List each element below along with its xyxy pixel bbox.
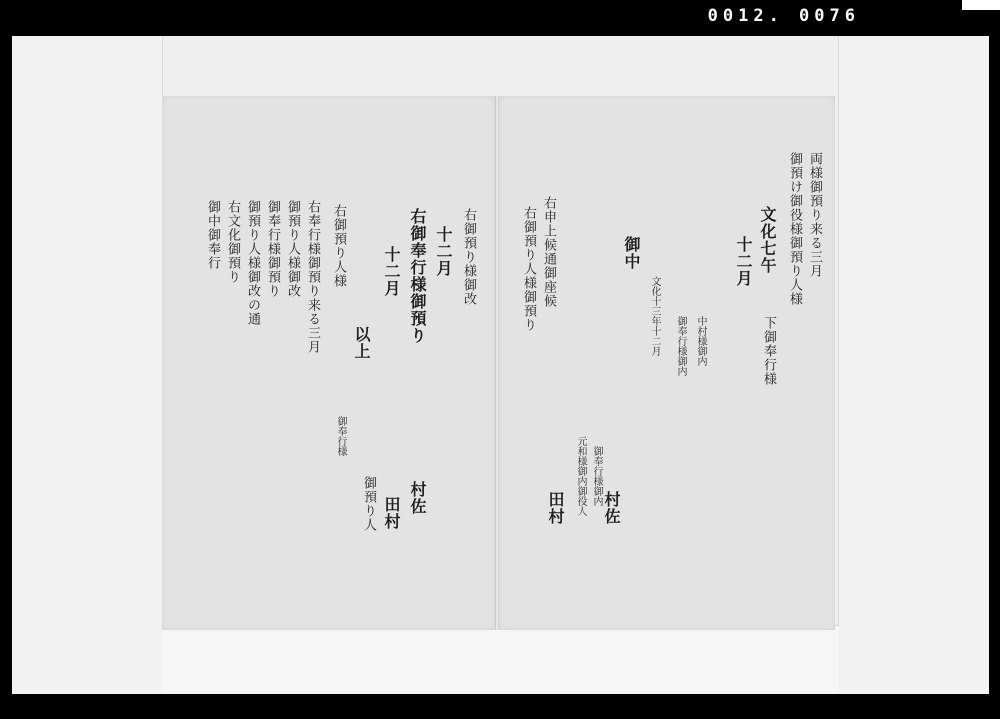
manuscript-column: 十二月 (734, 236, 753, 287)
manuscript-column: 御中 (622, 236, 641, 270)
left-mount-board (12, 36, 163, 694)
manuscript-column: 以上 (352, 326, 371, 360)
manuscript-column: 御預り人 (361, 476, 376, 532)
manuscript-column: 御預り人様御改 (285, 200, 300, 298)
document-spread (12, 36, 989, 694)
manuscript-column: 両様御預り来る三月 (807, 152, 822, 278)
right-mount-board (838, 36, 989, 694)
right-manuscript-page (499, 96, 835, 630)
manuscript-column: 御奉行様御内 (591, 446, 602, 506)
manuscript-column: 文化七午 (758, 206, 777, 274)
left-manuscript-page (162, 96, 495, 630)
manuscript-column: 下御奉行様 (761, 316, 776, 386)
manuscript-column: 文化十三年十二月 (649, 276, 660, 356)
manuscript-column: 御預り人様御改の通 (245, 200, 260, 326)
manuscript-column: 右御預り人様御預り (521, 206, 536, 332)
manuscript-column: 御奉行様 (335, 416, 346, 456)
manuscript-column: 御預け御役様御預り人様 (787, 152, 802, 306)
manuscript-column: 十二月 (382, 246, 401, 297)
manuscript-column: 田村 (546, 491, 565, 525)
manuscript-column: 田村 (382, 496, 401, 530)
manuscript-column: 十二月 (434, 226, 453, 277)
bottom-mount-board (162, 625, 839, 694)
manuscript-column: 右御預り人様 (331, 204, 346, 288)
manuscript-column: 右御預り様御改 (461, 208, 476, 306)
frame-number: 0012. 0076 (707, 6, 860, 26)
manuscript-column: 中村様御内 (695, 316, 706, 366)
manuscript-column: 元和様御内御役人 (575, 436, 586, 516)
film-corner-mark (962, 0, 1000, 10)
manuscript-column: 村佐 (602, 491, 621, 525)
manuscript-column: 右御奉行様御預り (408, 208, 427, 344)
manuscript-column: 右申上候通御座候 (541, 196, 556, 308)
manuscript-column: 御奉行様御内 (675, 316, 686, 376)
manuscript-column: 村佐 (408, 481, 427, 515)
manuscript-column: 御奉行様御預り (265, 200, 280, 298)
manuscript-column: 右文化御預り (225, 200, 240, 284)
manuscript-column: 御中御奉行 (205, 200, 220, 270)
manuscript-column: 右奉行様御預り来る三月 (305, 200, 320, 354)
